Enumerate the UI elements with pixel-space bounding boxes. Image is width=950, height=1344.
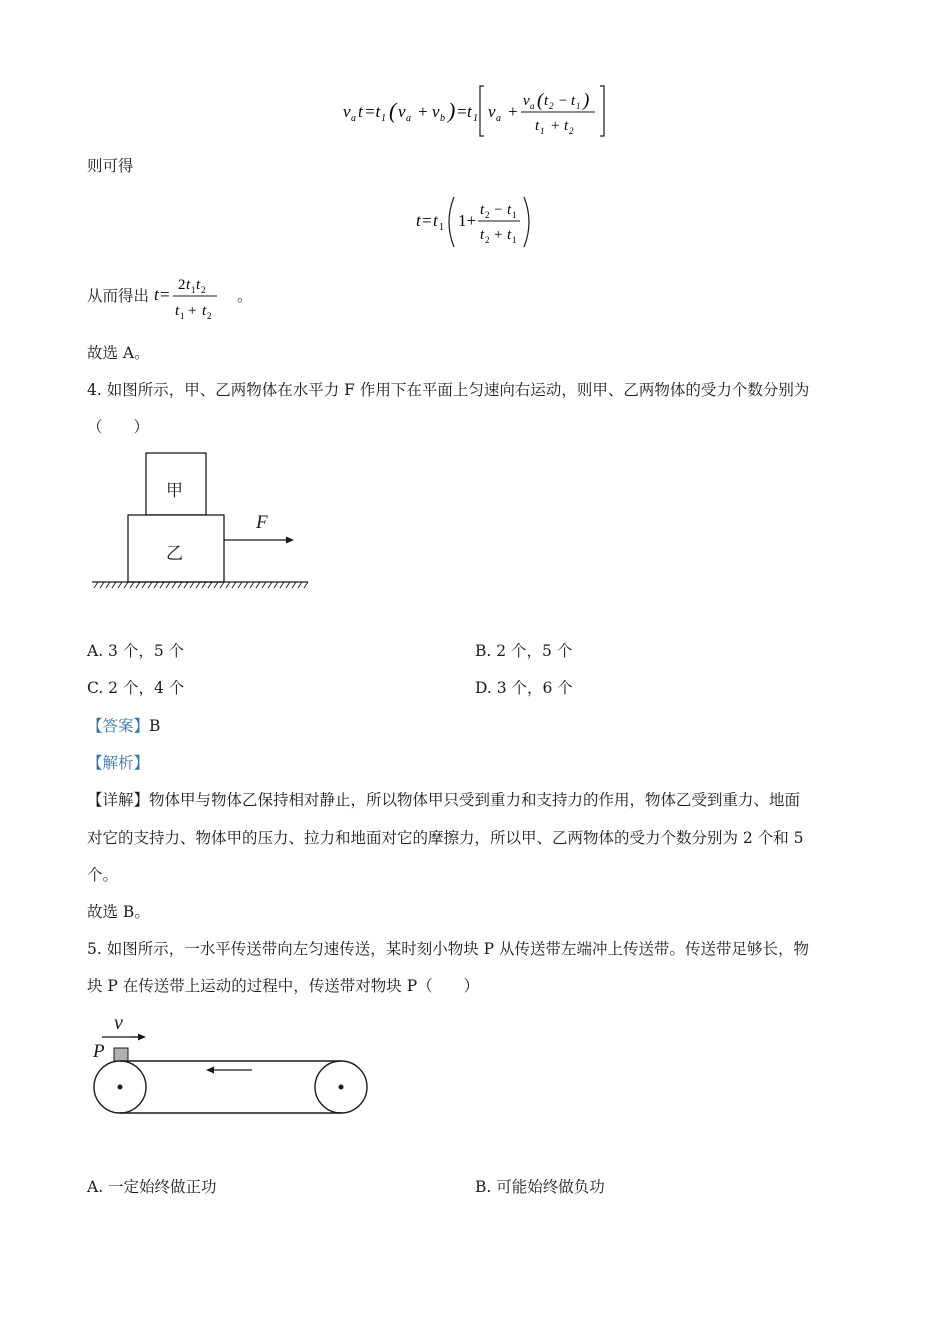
svg-text:+: + bbox=[494, 227, 503, 243]
svg-text:1: 1 bbox=[180, 311, 185, 321]
q4-choice-line: 故选 B。 bbox=[87, 903, 150, 921]
svg-text:b: b bbox=[440, 113, 445, 124]
svg-text:1: 1 bbox=[473, 113, 478, 124]
q5-option-a[interactable]: A. 一定始终做正功 bbox=[87, 1178, 217, 1196]
svg-text:1: 1 bbox=[439, 222, 444, 233]
svg-text:t: t bbox=[507, 227, 512, 243]
blocks-diagram bbox=[90, 450, 315, 590]
q5-option-b[interactable]: B. 可能始终做负功 bbox=[475, 1178, 605, 1196]
svg-text:2: 2 bbox=[569, 126, 574, 136]
svg-text:+: + bbox=[188, 303, 197, 319]
equation-2 bbox=[416, 193, 546, 255]
svg-text:1+: 1+ bbox=[458, 211, 477, 230]
svg-text:=t: =t bbox=[364, 102, 381, 121]
svg-text:2: 2 bbox=[485, 210, 490, 220]
result-prefix: 从而得出 bbox=[87, 287, 150, 305]
svg-text:−: − bbox=[494, 202, 503, 218]
svg-text:v: v bbox=[488, 102, 496, 121]
q4-option-d[interactable]: D. 3 个，6 个 bbox=[475, 679, 573, 697]
svg-text:t: t bbox=[175, 303, 180, 319]
svg-text:t: t bbox=[507, 202, 512, 218]
svg-text:v: v bbox=[398, 102, 406, 121]
svg-text:−: − bbox=[558, 93, 569, 109]
svg-text:+: + bbox=[507, 102, 519, 121]
analysis-tag: 【解析】 bbox=[87, 754, 150, 772]
svg-text:(: ( bbox=[389, 98, 397, 123]
svg-text:t: t bbox=[202, 303, 207, 319]
detail-text-1: 物体甲与物体乙保持相对静止，所以物体甲只受到重力和支持力的作用，物体乙受到重力、地面 bbox=[149, 791, 801, 809]
svg-text:t: t bbox=[358, 102, 363, 121]
svg-text:2: 2 bbox=[178, 277, 186, 293]
svg-text:t: t bbox=[535, 118, 540, 134]
q4-detail-line3: 个。 bbox=[87, 866, 119, 884]
choice-a-line: 故选 A。 bbox=[87, 344, 150, 362]
svg-text:2: 2 bbox=[549, 101, 554, 111]
q5-figure bbox=[88, 1012, 378, 1124]
block-p-label: P bbox=[93, 1041, 105, 1062]
svg-text:v: v bbox=[523, 93, 530, 109]
then-label: 则可得 bbox=[87, 157, 134, 175]
q5-stem-line1: 5. 如图所示，一水平传送带向左匀速传送，某时刻小物块 P 从传送带左端冲上传送带。传送带足够长，物 bbox=[87, 940, 810, 958]
force-label: F bbox=[256, 512, 268, 533]
svg-text:a: a bbox=[351, 113, 356, 124]
svg-text:a: a bbox=[496, 113, 501, 124]
velocity-label: v bbox=[114, 1012, 123, 1034]
svg-text:t: t bbox=[480, 227, 485, 243]
q4-option-b[interactable]: B. 2 个，5 个 bbox=[475, 642, 573, 660]
svg-text:1: 1 bbox=[576, 101, 581, 111]
q4-figure bbox=[90, 450, 315, 594]
svg-text:=: = bbox=[456, 102, 468, 121]
svg-text:): ) bbox=[583, 90, 590, 111]
svg-text:2: 2 bbox=[207, 311, 212, 321]
answer-value: B bbox=[149, 717, 161, 735]
svg-text:1: 1 bbox=[540, 126, 545, 136]
q4-option-c[interactable]: C. 2 个，4 个 bbox=[87, 679, 185, 697]
q5-stem-line2: 块 P 在传送带上运动的过程中，传送带对物块 P（ ） bbox=[87, 977, 480, 995]
svg-text:a: a bbox=[406, 113, 411, 124]
svg-text:t: t bbox=[544, 93, 549, 109]
ground-hatching bbox=[94, 582, 308, 588]
svg-text:t: t bbox=[154, 285, 159, 304]
svg-text:v: v bbox=[432, 102, 440, 121]
svg-text:1: 1 bbox=[512, 210, 517, 220]
svg-text:t: t bbox=[571, 93, 576, 109]
q4-stem-line1: 4. 如图所示，甲、乙两物体在水平力 F 作用下在平面上匀速向右运动，则甲、乙两物体的受力个数分别为 bbox=[87, 381, 810, 399]
q4-answer-line bbox=[87, 715, 160, 737]
q4-option-a[interactable]: A. 3 个，5 个 bbox=[87, 642, 185, 660]
svg-text:t: t bbox=[433, 211, 438, 230]
block-yi-label: 乙 bbox=[166, 544, 183, 564]
svg-text:1: 1 bbox=[381, 113, 386, 124]
svg-text:t: t bbox=[416, 211, 421, 230]
block-p bbox=[114, 1048, 128, 1061]
equation-2-render bbox=[416, 193, 546, 251]
equation-1-render bbox=[343, 84, 613, 140]
svg-text:=: = bbox=[422, 211, 432, 230]
svg-text:1: 1 bbox=[512, 235, 517, 245]
svg-text:t: t bbox=[196, 277, 201, 293]
svg-text:+: + bbox=[550, 118, 561, 134]
result-formula bbox=[154, 270, 234, 324]
svg-text:2: 2 bbox=[201, 285, 206, 295]
answer-tag: 【答案】 bbox=[87, 717, 150, 735]
svg-text:(: ( bbox=[537, 90, 544, 111]
q4-stem-line2: （ ） bbox=[87, 418, 150, 436]
block-jia-label: 甲 bbox=[166, 481, 183, 501]
svg-text:+: + bbox=[417, 102, 429, 121]
svg-text:t: t bbox=[186, 277, 191, 293]
conveyor-diagram bbox=[88, 1015, 378, 1120]
detail-tag: 【详解】 bbox=[87, 791, 150, 809]
svg-text:t: t bbox=[480, 202, 485, 218]
svg-text:t: t bbox=[467, 102, 472, 121]
svg-text:a: a bbox=[530, 101, 535, 111]
svg-text:=: = bbox=[160, 285, 170, 304]
result-suffix: 。 bbox=[237, 287, 253, 305]
svg-text:): ) bbox=[448, 98, 456, 123]
equation-1 bbox=[343, 84, 613, 140]
q4-detail-line1 bbox=[87, 789, 800, 811]
svg-text:t: t bbox=[564, 118, 569, 134]
svg-text:2: 2 bbox=[485, 235, 490, 245]
svg-text:1: 1 bbox=[191, 285, 196, 295]
q4-detail-line2: 对它的支持力、物体甲的压力、拉力和地面对它的摩擦力，所以甲、乙两物体的受力个数分别为 2 个和 5 bbox=[87, 829, 804, 847]
svg-text:v: v bbox=[343, 102, 351, 121]
